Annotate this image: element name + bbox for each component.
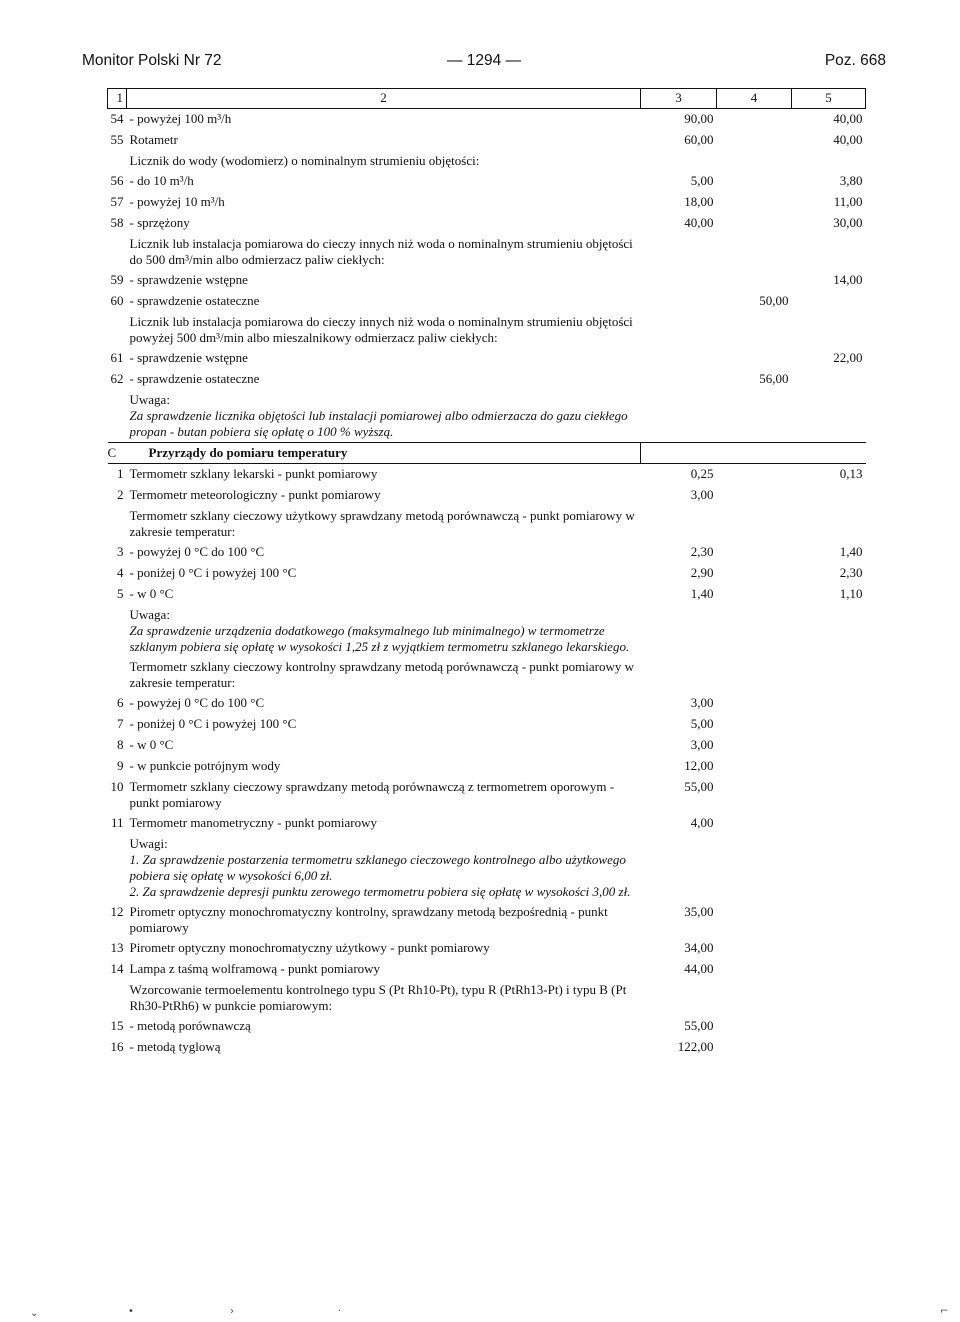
row-description: - poniżej 0 °C i powyżej 100 °C (129, 565, 297, 580)
fee-value: 30,00 (833, 215, 863, 230)
row-number: 58 (110, 215, 124, 230)
fee-value: 34,00 (684, 940, 714, 955)
row-description: Termometr manometryczny - punkt pomiarowy (129, 815, 377, 830)
fee-value (641, 605, 717, 657)
row-description: Termometr szklany cieczowy użytkowy sprawdzany metodą porównawczą - punkt pomiarowy w zakresie temperatur: (129, 508, 635, 539)
row-description: Lampa z taśmą wolframową - punkt pomiarowy (129, 961, 381, 976)
table-row (108, 130, 866, 151)
row-number: 5 (117, 586, 124, 601)
page-header (82, 50, 886, 74)
fee-value (717, 485, 792, 506)
fee-value: 1,40 (690, 586, 714, 601)
fee-value (641, 443, 717, 464)
fee-value (717, 657, 792, 693)
fee-value (717, 270, 792, 291)
row-description: - sprzężony (129, 215, 190, 230)
row-description (127, 390, 641, 443)
row-number: 15 (110, 1018, 124, 1033)
row-number (108, 234, 127, 270)
note-label: Uwagi: (129, 836, 168, 851)
row-description: - powyżej 10 m³/h (129, 194, 225, 209)
table-row (108, 192, 866, 213)
table-row (108, 1016, 866, 1037)
note-text: 2. Za sprawdzenie depresji punktu zerowego termometru pobiera się opłatę w wysokości 3,00 zł. (129, 884, 631, 899)
row-description: - poniżej 0 °C i powyżej 100 °C (129, 716, 297, 731)
row-description: Licznik do wody (wodomierz) o nominalnym strumieniu objętości: (129, 153, 480, 168)
fee-value (717, 443, 792, 464)
row-number: 16 (110, 1039, 124, 1054)
row-description: Wzorcowanie termoelementu kontrolnego typu S (Pt Rh10-Pt), typu R (PtRh13-Pt) i typu B (Pt Rh30-PtRh6) w punkcie pomiarowym: (129, 982, 627, 1013)
row-number: 7 (117, 716, 124, 731)
fee-value: 3,00 (690, 695, 714, 710)
table-body (108, 109, 866, 1059)
fee-value (717, 390, 792, 443)
row-number: 10 (110, 779, 124, 794)
note-row (108, 605, 866, 657)
row-description: Termometr szklany lekarski - punkt pomiarowy (129, 466, 378, 481)
row-number: 60 (110, 293, 124, 308)
fee-value (717, 1037, 792, 1058)
fee-value (717, 756, 792, 777)
fee-value (717, 348, 792, 369)
row-description: - powyżej 100 m³/h (129, 111, 232, 126)
row-description: Termometr szklany cieczowy kontrolny sprawdzany metodą porównawczą - punkt pomiarowy w zakresie temperatur: (129, 659, 634, 690)
fee-value (641, 834, 717, 902)
fee-value: 90,00 (684, 111, 714, 126)
fee-value: 5,00 (690, 716, 714, 731)
row-number: 14 (110, 961, 124, 976)
table-row (108, 270, 866, 291)
fee-value: 3,00 (690, 487, 714, 502)
fee-value (641, 348, 717, 369)
column-header: 3 (641, 89, 717, 109)
fee-value: 122,00 (677, 1039, 714, 1054)
fee-value (717, 605, 792, 657)
fee-value: 18,00 (684, 194, 714, 209)
row-number: 59 (110, 272, 124, 287)
fee-value: 2,90 (690, 565, 714, 580)
row-number (108, 506, 127, 542)
fee-value (717, 464, 792, 486)
row-number (108, 834, 127, 902)
fee-value (792, 902, 866, 938)
table-row (108, 213, 866, 234)
fee-value: 2,30 (839, 565, 863, 580)
row-description: Termometr szklany cieczowy sprawdzany metodą porównawczą z termometrem oporowym - punkt pomiarowy (129, 779, 615, 810)
note-text: 1. Za sprawdzenie postarzenia termometru szklanego cieczowego kontrolnego albo użytkowego pobiera się opłatę w wysokości 6,00 zł. (129, 852, 626, 883)
fee-value (792, 1016, 866, 1037)
fee-value (717, 813, 792, 834)
row-description: Licznik lub instalacja pomiarowa do cieczy innych niż woda o nominalnym strumieniu objętości do 500 dm³/min albo odmierzacz paliw ciekłych: (129, 236, 633, 267)
fee-value (717, 312, 792, 348)
fee-value (641, 980, 717, 1016)
row-number: 56 (110, 173, 124, 188)
table-row (108, 506, 866, 542)
row-description: - w 0 °C (129, 586, 174, 601)
row-description: - w punkcie potrójnym wody (129, 758, 281, 773)
fee-value: 56,00 (759, 371, 789, 386)
fee-value (717, 234, 792, 270)
fee-value (792, 605, 866, 657)
fee-value (717, 213, 792, 234)
fee-value (792, 980, 866, 1016)
fee-value: 60,00 (684, 132, 714, 147)
fee-value (792, 813, 866, 834)
fee-value (717, 130, 792, 151)
fee-value: 5,00 (690, 173, 714, 188)
row-number: 57 (110, 194, 124, 209)
row-description: Rotametr (129, 132, 178, 147)
row-number: 12 (110, 904, 124, 919)
fee-value (717, 902, 792, 938)
table-row (108, 291, 866, 312)
fee-value (792, 693, 866, 714)
fee-value (641, 234, 717, 270)
fee-value (717, 693, 792, 714)
row-number (108, 312, 127, 348)
fee-value (792, 485, 866, 506)
fee-value: 40,00 (833, 132, 863, 147)
fee-value: 11,00 (833, 194, 863, 209)
note-row (108, 390, 866, 443)
table-row (108, 584, 866, 605)
fee-value (717, 980, 792, 1016)
fee-value: 1,40 (839, 544, 863, 559)
note-text: Za sprawdzenie urządzenia dodatkowego (maksymalnego lub minimalnego) w termometrze szklanym pobiera się opłatę w wysokości 1,25 zł z wyjątkiem termometru szklanego lekarskiego. (129, 623, 630, 654)
table-row (108, 813, 866, 834)
table-row (108, 735, 866, 756)
fee-value: 35,00 (684, 904, 714, 919)
fee-value: 4,00 (690, 815, 714, 830)
fee-value (717, 506, 792, 542)
row-description: - sprawdzenie wstępne (129, 350, 248, 365)
row-description: - sprawdzenie wstępne (129, 272, 248, 287)
table-row (108, 109, 866, 131)
fee-value (792, 369, 866, 390)
fee-value (792, 151, 866, 171)
fee-value (792, 756, 866, 777)
row-number: 55 (110, 132, 124, 147)
row-number: 62 (110, 371, 124, 386)
table-row (108, 657, 866, 693)
fee-value (717, 735, 792, 756)
fee-value (717, 151, 792, 171)
row-number (108, 151, 127, 171)
fee-value (717, 584, 792, 605)
fee-value (717, 714, 792, 735)
row-number: 1 (117, 466, 124, 481)
fee-value: 40,00 (684, 215, 714, 230)
fee-value: 55,00 (684, 779, 714, 794)
row-number: 9 (117, 758, 124, 773)
table-row (108, 980, 866, 1016)
table-row (108, 171, 866, 192)
row-number: 54 (110, 111, 124, 126)
fee-value (717, 542, 792, 563)
fee-value (792, 390, 866, 443)
table-row (108, 1037, 866, 1058)
table-row (108, 234, 866, 270)
fee-value (641, 657, 717, 693)
fee-value (717, 777, 792, 813)
fee-value (792, 777, 866, 813)
fee-value (641, 270, 717, 291)
row-description: - metodą tyglową (129, 1039, 221, 1054)
fee-value (717, 171, 792, 192)
column-header: 5 (792, 89, 866, 109)
fee-value: 3,00 (690, 737, 714, 752)
note-label: Uwaga: (129, 607, 170, 622)
table-row (108, 693, 866, 714)
fee-value: 2,30 (690, 544, 714, 559)
fee-value: 12,00 (684, 758, 714, 773)
fee-value: 1,10 (839, 586, 863, 601)
row-description: - sprawdzenie ostateczne (129, 293, 260, 308)
row-number: C (108, 443, 127, 464)
row-description: Przyrządy do pomiaru temperatury (127, 443, 641, 464)
table-row (108, 714, 866, 735)
table-row (108, 464, 866, 486)
row-description: - do 10 m³/h (129, 173, 194, 188)
fee-value (641, 506, 717, 542)
fee-value: 55,00 (684, 1018, 714, 1033)
fee-value (792, 657, 866, 693)
table-row (108, 542, 866, 563)
table-row (108, 902, 866, 938)
fee-value (641, 291, 717, 312)
row-number: 6 (117, 695, 124, 710)
row-description: Pirometr optyczny monochromatyczny kontrolny, sprawdzany metodą bezpośrednią - punkt pomiarowy (129, 904, 608, 935)
row-number: 13 (110, 940, 124, 955)
fee-value (717, 192, 792, 213)
fee-value: 3,80 (839, 173, 863, 188)
table-header (108, 89, 866, 109)
table-row (108, 348, 866, 369)
fee-value (792, 735, 866, 756)
table-row (108, 151, 866, 171)
fee-value: 0,25 (690, 466, 714, 481)
table-row (108, 485, 866, 506)
fee-value (792, 443, 866, 464)
row-number (108, 980, 127, 1016)
fee-value (717, 109, 792, 131)
row-description (127, 834, 641, 902)
row-description: - sprawdzenie ostateczne (129, 371, 260, 386)
fee-value (792, 312, 866, 348)
fee-value (792, 234, 866, 270)
fee-value (717, 959, 792, 980)
column-header: 1 (108, 89, 127, 109)
fee-value (792, 291, 866, 312)
fee-table (107, 88, 866, 1058)
table-row (108, 312, 866, 348)
row-number: 2 (117, 487, 124, 502)
table-row (108, 369, 866, 390)
note-label: Uwaga: (129, 392, 170, 407)
row-number (108, 605, 127, 657)
fee-value: 22,00 (833, 350, 863, 365)
row-number: 11 (110, 815, 124, 830)
fee-value (792, 1037, 866, 1058)
table-row (108, 777, 866, 813)
fee-value: 14,00 (833, 272, 863, 287)
fee-value: 0,13 (839, 466, 863, 481)
row-description: Termometr meteorologiczny - punkt pomiarowy (129, 487, 381, 502)
page-number: — 1294 — (446, 52, 522, 69)
fee-value (717, 1016, 792, 1037)
fee-value (792, 506, 866, 542)
row-description: - powyżej 0 °C do 100 °C (129, 544, 265, 559)
fee-value: 40,00 (833, 111, 863, 126)
fee-value (792, 834, 866, 902)
row-number: 8 (117, 737, 124, 752)
fee-value (641, 390, 717, 443)
fee-value (717, 834, 792, 902)
row-description (127, 605, 641, 657)
column-header: 4 (717, 89, 792, 109)
row-number: 61 (110, 350, 124, 365)
fee-value (792, 959, 866, 980)
position-number: Poz. 668 (824, 52, 886, 69)
fee-value (792, 938, 866, 959)
row-number (108, 657, 127, 693)
fee-value (717, 563, 792, 584)
section-row (108, 443, 866, 464)
fee-value: 50,00 (759, 293, 789, 308)
row-number (108, 390, 127, 443)
table-row (108, 563, 866, 584)
fee-value (641, 369, 717, 390)
row-description: - w 0 °C (129, 737, 174, 752)
note-text: Za sprawdzenie licznika objętości lub instalacji pomiarowej albo odmierzacza do gazu ciekłego propan - butan pobiera się opłatę o 100 % wyższą. (129, 408, 628, 439)
table-row (108, 756, 866, 777)
table-row (108, 959, 866, 980)
row-number: 3 (117, 544, 124, 559)
fee-value: 44,00 (684, 961, 714, 976)
fee-value (792, 714, 866, 735)
row-description: Licznik lub instalacja pomiarowa do cieczy innych niż woda o nominalnym strumieniu objętości powyżej 500 dm³/min albo mieszalnikowy odmierzacz paliw ciekłych: (129, 314, 633, 345)
fee-value (717, 938, 792, 959)
column-header: 2 (127, 89, 641, 109)
row-description: - metodą porównawczą (129, 1018, 251, 1033)
row-number: 4 (117, 565, 124, 580)
publication-title: Monitor Polski Nr 72 (82, 52, 222, 69)
table-row (108, 938, 866, 959)
row-description: - powyżej 0 °C do 100 °C (129, 695, 265, 710)
fee-value (641, 312, 717, 348)
note-row (108, 834, 866, 902)
fee-value (641, 151, 717, 171)
row-description: Pirometr optyczny monochromatyczny użytkowy - punkt pomiarowy (129, 940, 490, 955)
